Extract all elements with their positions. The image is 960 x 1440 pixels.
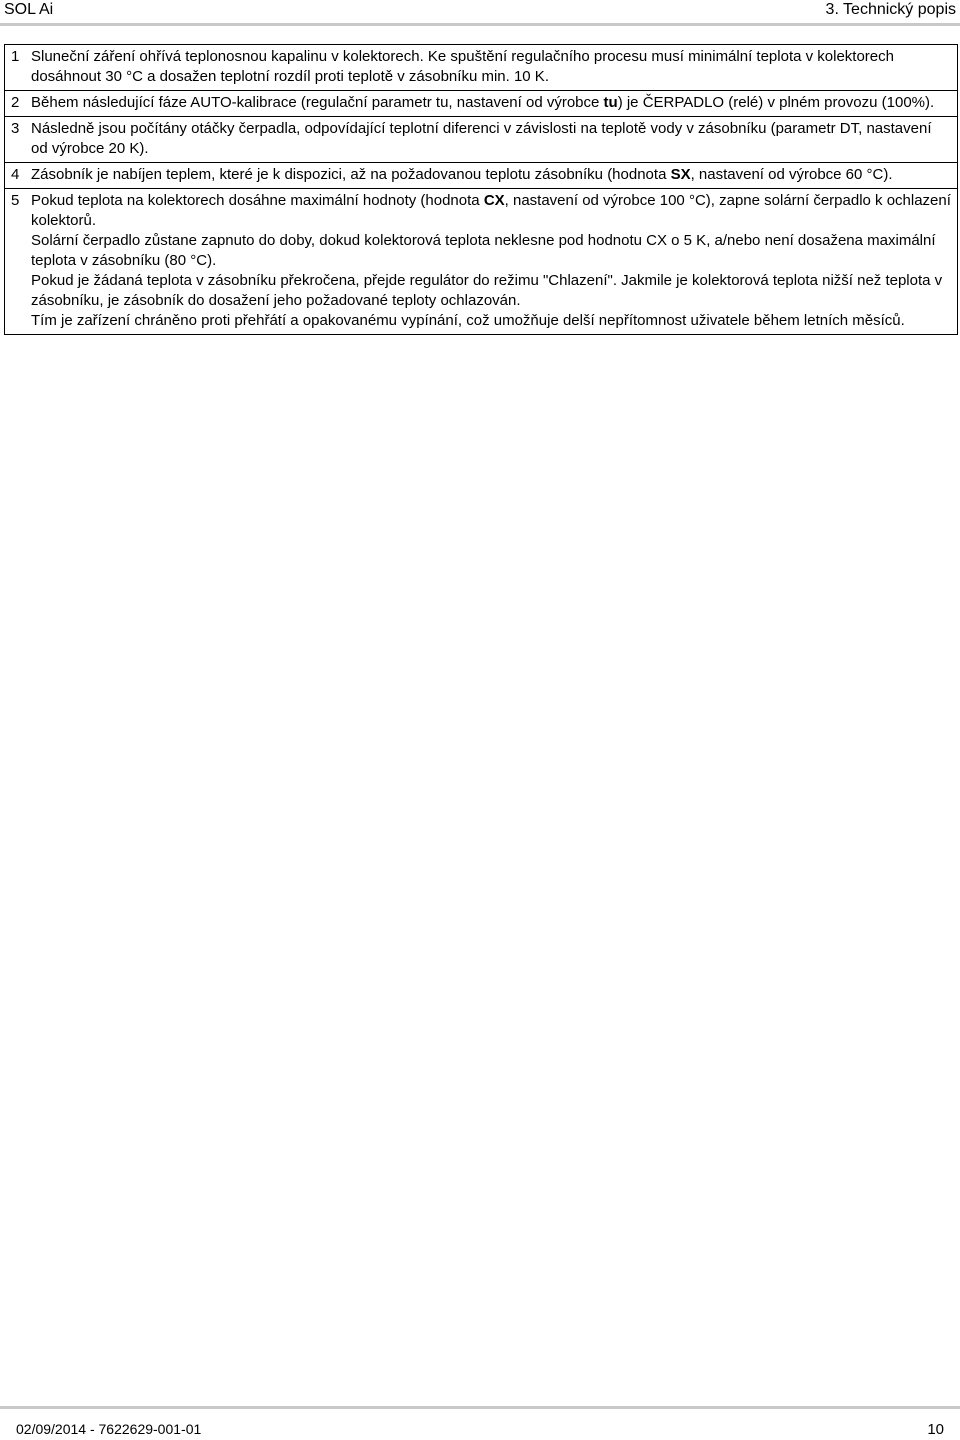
step-paragraph [31, 93, 951, 113]
text-run: Pokud teplota na kolektorech dosáhne maximální hodnoty (hodnota [31, 192, 484, 209]
parameter-code: tu [603, 94, 618, 111]
step-text [25, 91, 958, 117]
text-run: ) je ČERPADLO (relé) v plném provozu (100%). [617, 94, 935, 111]
footer-divider [0, 1406, 960, 1409]
step-row [5, 163, 958, 189]
step-number: 3 [5, 117, 26, 163]
text-run: Následně jsou počítány otáčky čerpadla, odpovídající teplotní diferenci v závislosti na teplotě vody v zásobníku (parametr DT, nastavení od výrobce 20 K). [31, 120, 932, 157]
step-number: 1 [5, 45, 26, 91]
step-text [25, 45, 958, 91]
page-number: 10 [927, 1421, 944, 1438]
steps-table-body [5, 45, 958, 335]
step-text [25, 117, 958, 163]
text-run: , nastavení od výrobce 60 °C). [690, 166, 893, 183]
parameter-code: CX [483, 192, 505, 209]
text-run: Tím je zařízení chráněno proti přehřátí a opakovanému vypínání, což umožňuje delší nepřítomnost uživatele během letních měsíců. [31, 312, 905, 329]
page-header [0, 0, 960, 26]
step-paragraph [31, 47, 951, 87]
step-paragraph [31, 119, 951, 159]
text-run: Sluneční záření ohřívá teplonosnou kapalinu v kolektorech. Ke spuštění regulačního procesu musí minimální teplota v kolektorech dosáhnout 30 °C a dosažen teplotní rozdíl proti teplotě v zásobníku min. 10 K. [31, 48, 894, 85]
header-section-title: 3. Technický popis [825, 1, 956, 18]
step-row [5, 117, 958, 163]
header-divider [0, 23, 960, 26]
text-run: , nastavení od výrobce 100 °C), zapne solární čerpadlo k ochlazení kolektorů. [31, 192, 951, 229]
steps-table [4, 44, 958, 335]
step-number: 5 [5, 189, 26, 335]
step-row [5, 189, 958, 335]
text-run: Pokud je žádaná teplota v zásobníku překročena, přejde regulátor do režimu "Chlazení". Jakmile je kolektorová teplota nižší než teplota v zásobníku, je zásobník do dosažení jeho požadované teploty ochlazován. [31, 272, 943, 309]
step-paragraph [31, 271, 951, 311]
step-row [5, 45, 958, 91]
step-text [25, 163, 958, 189]
step-paragraph [31, 165, 951, 185]
footer-document-id: 02/09/2014 - 7622629-001-01 [16, 1421, 202, 1437]
step-paragraph [31, 231, 951, 271]
step-paragraph [31, 191, 951, 231]
step-row [5, 91, 958, 117]
text-run: Solární čerpadlo zůstane zapnuto do doby, dokud kolektorová teplota neklesne pod hodnotu CX o 5 K, a/nebo není dosažena maximální teplota v zásobníku (80 °C). [31, 232, 936, 269]
step-text [25, 189, 958, 335]
text-run: Zásobník je nabíjen teplem, které je k dispozici, až na požadovanou teplotu zásobníku (hodnota [31, 166, 671, 183]
parameter-code: SX [670, 166, 691, 183]
step-number: 4 [5, 163, 26, 189]
step-paragraph [31, 311, 951, 331]
text-run: Během následující fáze AUTO-kalibrace (regulační parametr tu, nastavení od výrobce [31, 94, 604, 111]
step-number: 2 [5, 91, 26, 117]
header-product-name: SOL Ai [4, 1, 54, 18]
